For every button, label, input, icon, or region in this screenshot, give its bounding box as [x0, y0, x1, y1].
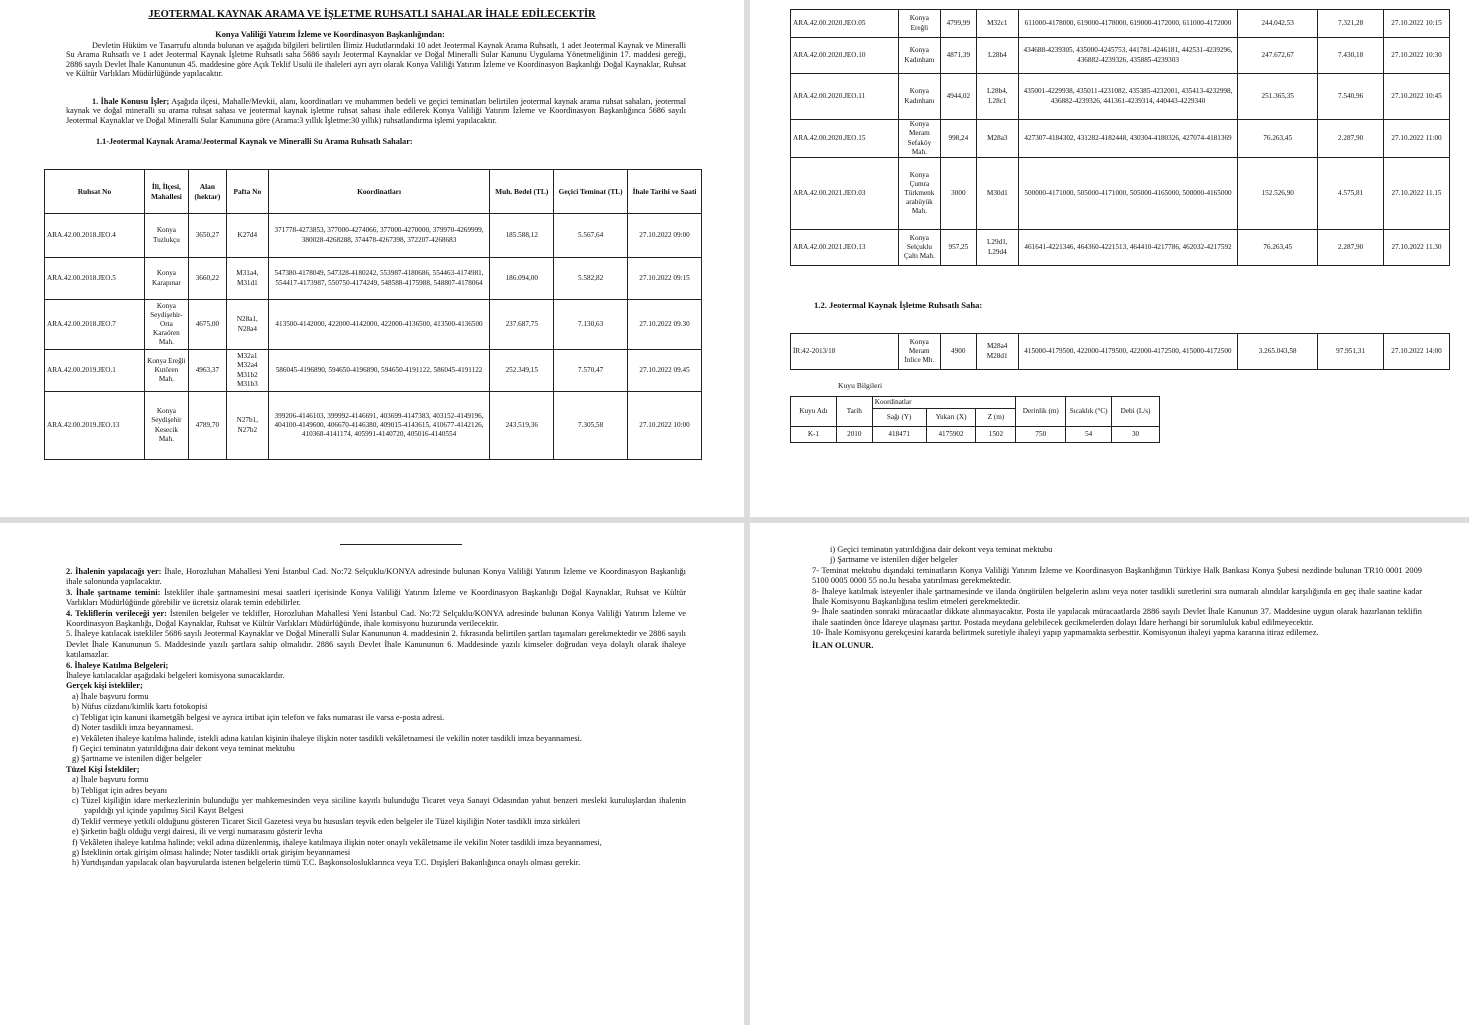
list-item: e) Vekâleten ihaleye katılma halinde, istekli adına katılan kişinin ihaleye ilişkin noter tasdikli vekâletnamesi ile vekilin noter tasdikli imza beyannamesi.	[72, 733, 582, 743]
list-item: e) Şirketin bağlı olduğu vergi dairesi, ili ve vergi numarasını gösterir levha	[72, 827, 323, 837]
clause-3	[66, 588, 686, 609]
cell-estimated-price: 76.263,45	[1238, 120, 1318, 158]
clause-9: 9- İhale saatinden sonraki müracaatlar dikkate alınmayacaktır. Posta ile yapılacak müracaatlarda 2886 sayılı Devlet İhale Kanunun 37. Maddesine uygun olarak hazırlanan teklifin ihale saatinden önce İdareye ulaşması şarttır. Postada meydana gelebilecek gecikmelerden dolayı İdare herhangi bir sorumluluk kabul edilmeyecektir.	[812, 607, 1422, 627]
page-3	[0, 523, 744, 1025]
cell-coordinates: 586045-4196890, 594650-4196890, 594650-4191122, 586045-4191122	[268, 350, 489, 392]
clause-3-text: İstekliler ihale şartnamesini mesai saatleri içerisinde Konya Valiliği Yatırım İzleme ve Koordinasyon Başkanlığı Doğal Kaynaklar, Ruhsat ve Kültür Varlıkları Müdürlüğünde görebilir ve ücretsiz olarak temin edebilirler.	[66, 587, 686, 608]
col-header-area: Alan (hektar)	[188, 170, 226, 214]
well-info-title: Kuyu Bilgileri	[838, 381, 883, 390]
cell-estimated-price: 251.365,35	[1238, 74, 1318, 120]
well-info-table	[790, 396, 1160, 443]
cell-coordinates: 434688-4239305, 435000-4245753, 441781-4246181, 442531-4239296, 436882-4239326, 435885-4239303	[1018, 38, 1237, 74]
cell-guarantee: 7.305,58	[554, 392, 628, 460]
operation-license-table	[790, 333, 1450, 370]
table-row	[791, 120, 1450, 158]
cell-tender-date: 27.10.2022 14:00	[1384, 334, 1450, 370]
list-item: a) İhale başvuru formu	[72, 691, 149, 701]
page-1	[0, 0, 744, 517]
table-row	[791, 158, 1450, 230]
well-header-depth: Derinlik (m)	[1016, 397, 1066, 427]
item1-paragraph	[66, 97, 686, 125]
cell-sheet: M30d1	[976, 158, 1018, 230]
cell-sheet: N27b1, N27b2	[226, 392, 268, 460]
cell-location: Konya Meram Sefaköy Mah.	[898, 120, 940, 158]
cell-tender-date: 27.10.2022 11.30	[1384, 230, 1450, 266]
cell-tender-date: 27.10.2022 09.45	[628, 350, 702, 392]
cell-guarantee: 7.540,96	[1318, 74, 1384, 120]
page-2	[750, 0, 1469, 517]
intro-paragraph: Devletin Hüküm ve Tasarrufu altında bulunan ve aşağıda bilgileri belirtilen İlimiz Hudutlarındaki 10 adet Jeotermal Kaynak Arama Ruhsatlı, 1 adet Jeotermal Kaynak ve Mineralli Su Arama Ruhsatlı ve 1 adet Jeotermal Kaynak İşletme Ruhsatlı saha 5686 sayılı Jeotermal Kaynaklar ve Doğal Mineralli Sular Kanunu Uygulama Yönetmeliğinin 17. maddesi gereği, 2886 sayılı Devlet İhale Kanununun 45. maddesine göre Açık Teklif Usulü ile ihaleleri ayrı ayrı olarak Konya Valiliği Yatırım İzleme ve Koordinasyon Başkanlığı Doğal Kaynaklar, Ruhsat ve Kültür Varlıkları Müdürlüğünde yapılacaktır.	[66, 41, 686, 79]
list-item: i) Geçici teminatın yatırıldığına dair dekont veya teminat mektubu	[830, 545, 1053, 554]
cell-area: 4963,37	[188, 350, 226, 392]
cell-coordinates: 461641-4221346, 464360-4221513, 464410-4217786, 462032-4217592	[1018, 230, 1237, 266]
well-elevation: 1502	[976, 427, 1016, 443]
list-item: g) İsteklinin ortak girişim olması halinde; Noter tasdikli ortak girişim beyannamesi	[72, 847, 351, 857]
clause-4-label: 4. Tekliflerin verileceği yer:	[66, 608, 167, 618]
clause-2-text: İhale, Horozluhan Mahallesi Yeni İstanbul Cad. No:72 Selçuklu/KONYA adresinde bulunan Konya Valiliği Yatırım İzleme ve Koordinasyon Başkanlığı ihale salonunda yapılacaktır.	[66, 567, 686, 587]
col-header-location: İli, İlçesi, Mahallesi	[144, 170, 188, 214]
cell-location: Konya Seydişehir Kesecik Mah.	[144, 392, 188, 460]
cell-tender-date: 27.10.2022 09:15	[628, 258, 702, 300]
cell-area: 4799,99	[940, 10, 976, 38]
well-header-date: Tarih	[836, 397, 872, 427]
cell-guarantee: 7.570,47	[554, 350, 628, 392]
cell-license-no: ARA.42.00.2018.JEO.5	[45, 258, 145, 300]
cell-area: 4789,70	[188, 392, 226, 460]
cell-estimated-price: 186.094,00	[490, 258, 554, 300]
cell-tender-date: 27.10.2022 10:30	[1384, 38, 1450, 74]
cell-area: 4675,00	[188, 300, 226, 350]
table-row	[45, 392, 702, 460]
cell-estimated-price: 185.588,12	[490, 214, 554, 258]
cell-guarantee: 2.287,90	[1318, 230, 1384, 266]
legal-entity-heading: Tüzel Kişi İstekliler;	[66, 764, 140, 774]
cell-license-no: ARA.42.00.2018.JEO.7	[45, 300, 145, 350]
cell-area: 3660,22	[188, 258, 226, 300]
cell-tender-date: 27.10.2022 09:00	[628, 214, 702, 258]
table-row	[791, 230, 1450, 266]
cell-license-no: İR:42-2013/18	[791, 334, 899, 370]
list-item: h) Yurtdışından yapılacak olan başvurularda istenen belgelerin tümü T.C. Başkonsolosluklarınca veya T.C. Dışişleri Bakanlığınca onaylı olması gerekir.	[72, 858, 581, 868]
cell-sheet: N28a1, N28a4	[226, 300, 268, 350]
col-header-guarantee: Geçici Teminat (TL)	[554, 170, 628, 214]
cell-estimated-price: 252.349,15	[490, 350, 554, 392]
well-header-northing: Yukarı (X)	[926, 409, 976, 427]
cell-location: Konya Kadınhanı	[898, 74, 940, 120]
cell-area: 4900	[940, 334, 976, 370]
cell-license-no: ARA.42.00.2018.JEO.4	[45, 214, 145, 258]
cell-location: Konya Çumra Türkmenk arahüyük Mah.	[898, 158, 940, 230]
cell-estimated-price: 243.519,36	[490, 392, 554, 460]
item1-label: 1. İhale Konusu İşler;	[92, 97, 170, 106]
cell-license-no: ARA.42.00.2019.JEO.1	[45, 350, 145, 392]
cell-estimated-price: 244.042,53	[1238, 10, 1318, 38]
cell-sheet: M28a3	[976, 120, 1018, 158]
list-item: b) Nüfus cüzdanı/kimlik kartı fotokopisi	[72, 702, 208, 712]
well-header-name: Kuyu Adı	[791, 397, 837, 427]
well-header-flow: Debi (L/s)	[1112, 397, 1160, 427]
cell-location: Konya Seydişehir-Orta Karaören Mah.	[144, 300, 188, 350]
cell-coordinates: 371778-4273853, 377000-4274066, 377000-4270000, 379970-4269999, 380028-4268288, 374478-4267398, 372207-4268683	[268, 214, 489, 258]
issuer-heading: Konya Valiliği Yatırım İzleme ve Koordinasyon Başkanlığından:	[215, 30, 445, 39]
clause-2-label: 2. İhalenin yapılacağı yer:	[66, 567, 162, 576]
cell-location: Konya Karapınar	[144, 258, 188, 300]
table-row	[45, 258, 702, 300]
cell-tender-date: 27.10.2022 10:00	[628, 392, 702, 460]
terms-text-block-continued	[812, 545, 1422, 651]
page-4	[750, 523, 1469, 1025]
cell-area: 3650,27	[188, 214, 226, 258]
well-name: K-1	[791, 427, 837, 443]
col-header-sheet: Pafta No	[226, 170, 268, 214]
exploration-table-1	[44, 169, 702, 460]
cell-estimated-price: 3.265.043,58	[1238, 334, 1318, 370]
cell-coordinates: 399206-4146103, 399992-4146691, 403699-4147383, 403152-4149196, 404100-4149600, 406670-4146380, 409015-4143615, 410677-4142126, 410368-4141174, 405991-4140720, 405016-4140554	[268, 392, 489, 460]
table-row	[45, 214, 702, 258]
cell-guarantee: 7.321,28	[1318, 10, 1384, 38]
col-header-tender-date: İhale Tarihi ve Saati	[628, 170, 702, 214]
cell-location: Konya Tuzlukçu	[144, 214, 188, 258]
divider	[340, 544, 462, 545]
list-item: a) İhale başvuru formu	[72, 775, 149, 785]
cell-estimated-price: 76.263,45	[1238, 230, 1318, 266]
cell-tender-date: 27.10.2022 10:45	[1384, 74, 1450, 120]
cell-location: Konya Meram İnlice Mh.	[898, 334, 940, 370]
cell-guarantee: 7.130,63	[554, 300, 628, 350]
cell-area: 4944,02	[940, 74, 976, 120]
item1-text: Aşağıda ilçesi, Mahalle/Mevkii, alanı, koordinatları ve muhammen bedeli ve geçici teminatları belirtilen jeotermal kaynak arama ruhsat sahaları, jeotermal kaynak ve doğal mineralli su arama ruhsat sahası ve jeotermal kaynak işletme ruhsat sahası ihale edilerek Konya Valiliği Yatırım İzleme ve Koordinasyon Başkanlığınca 5686 sayılı Jeotermal Kaynaklar ve Doğal Mineralli Sular Kanununa göre (Arama:3 yıllık İşletme:30 yıllık) ruhsatlandırma işlemi yapılacaktır.	[66, 97, 686, 125]
col-header-coordinates: Koordinatları	[268, 170, 489, 214]
cell-coordinates: 500000-4171000, 505000-4171000, 505000-4165000, 500000-4165000	[1018, 158, 1237, 230]
real-person-heading: Gerçek kişi istekliler;	[66, 681, 143, 691]
legal-entity-list	[66, 775, 686, 869]
cell-location: Konya Ereğli	[898, 10, 940, 38]
exploration-table-2	[790, 9, 1450, 266]
list-item: c) Tebligat için kanuni ikametgâh belgesi ve ayrıca irtibat için telefon ve faks numarası ile varsa e-posta adresi.	[72, 712, 445, 722]
clause-7: 7- Teminat mektubu dışındaki teminatların Konya Valiliği Yatırım İzleme ve Koordinasyon Başkanlığının Türkiye Halk Bankası Konya Şubesi nezdinde bulunan TR10 0001 2009 5100 0005 0000 55 no.lu hesaba yatırılması gerekmektedir.	[812, 565, 1422, 586]
cell-coordinates: 435001-4229938, 435011-4231082, 435385-4232001, 435413-4232998, 436882-4239326, 441361-4239314, 440443-4229340	[1018, 74, 1237, 120]
cell-location: Konya Ereğli Kutören Mah.	[144, 350, 188, 392]
cell-sheet: M32a1 M32a4 M31b2 M31b3	[226, 350, 268, 392]
cell-guarantee: 97.951,31	[1318, 334, 1384, 370]
table-row	[45, 300, 702, 350]
cell-license-no: ARA.42.00.2020.JEO.11	[791, 74, 899, 120]
list-item: c) Tüzel kişiliğin idare merkezlerinin bulunduğu yer mahkemesinden veya siciline kayıtlı bulunduğu Ticaret veya Sanayi Odasından yahut benzeri mesleki kuruluşlardan ihalenin yapıldığı yıl içinde yapılmış Sicil Kayıt Belgesi	[72, 795, 686, 816]
cell-guarantee: 2.287,90	[1318, 120, 1384, 158]
list-item: f) Geçici teminatın yatırıldığına dair dekont veya teminat mektubu	[72, 743, 295, 753]
well-header-coordinates: Koordinatlar	[872, 397, 1016, 409]
cell-area: 4871,39	[940, 38, 976, 74]
list-item: g) Şartname ve istenilen diğer belgeler	[72, 754, 202, 764]
cell-location: Konya Kadınhanı	[898, 38, 940, 74]
cell-coordinates: 413500-4142000, 422000-4142000, 422000-4136500, 413500-4136500	[268, 300, 489, 350]
cell-coordinates: 427307-4184302, 431282-4182448, 430304-4180326, 427074-4181369	[1018, 120, 1237, 158]
cell-coordinates: 547380-4178049, 547328-4180242, 553987-4180686, 554463-4174981, 554417-4173987, 550750-4174249, 548588-4175988, 548807-4178064	[268, 258, 489, 300]
cell-estimated-price: 247.672,67	[1238, 38, 1318, 74]
well-header-easting: Sağı (Y)	[872, 409, 926, 427]
cell-tender-date: 27.10.2022 09.30	[628, 300, 702, 350]
table-row	[45, 350, 702, 392]
well-easting: 418471	[872, 427, 926, 443]
cell-sheet: M31a4, M31d1	[226, 258, 268, 300]
cell-coordinates: 415000-4179500, 422000-4179500, 422000-4172500, 415000-4172500	[1018, 334, 1238, 370]
cell-guarantee: 5.567,64	[554, 214, 628, 258]
cell-sheet: L28b4	[976, 38, 1018, 74]
cell-coordinates: 611000-4178000, 619000-4178000, 619000-4172000, 611000-4172000	[1018, 10, 1237, 38]
cell-license-no: ARA.42.00.2019.JEO.13	[45, 392, 145, 460]
well-northing: 4175902	[926, 427, 976, 443]
table-row	[791, 38, 1450, 74]
document-list-continued	[812, 545, 1422, 566]
cell-license-no: ARA.42.00.2021.JEO.03	[791, 158, 899, 230]
well-date: 2010	[836, 427, 872, 443]
cell-tender-date: 27.10.2022 10:15	[1384, 10, 1450, 38]
cell-tender-date: 27.10.2022 11:00	[1384, 120, 1450, 158]
cell-license-no: ARA.42.00.2020.JEO.05	[791, 10, 899, 38]
cell-tender-date: 27.10.2022 11.15	[1384, 158, 1450, 230]
real-person-list	[66, 692, 686, 765]
cell-guarantee: 4.575,81	[1318, 158, 1384, 230]
list-item: d) Teklif vermeye yetkili olduğunu gösteren Ticaret Sicil Gazetesi veya bu hususları teşvik eden belgeler ile Tüzel kişiliğin Noter tasdikli imza sirküleri	[72, 816, 581, 826]
cell-estimated-price: 237.687,75	[490, 300, 554, 350]
well-header-temperature: Sıcaklık (°C)	[1066, 397, 1112, 427]
cell-license-no: ARA.42.00.2020.JEO.15	[791, 120, 899, 158]
list-item: d) Noter tasdikli imza beyannamesi.	[72, 723, 194, 733]
terms-text-block	[66, 567, 686, 869]
table-row	[791, 427, 1160, 443]
well-temperature: 54	[1066, 427, 1112, 443]
section-1-2-heading: 1.2. Jeotermal Kaynak İşletme Ruhsatlı Saha:	[814, 300, 983, 310]
clause-6-label: 6. İhaleye Katılma Belgeleri;	[66, 660, 169, 670]
list-item: j) Şartname ve istenilen diğer belgeler	[830, 555, 958, 565]
cell-area: 998,24	[940, 120, 976, 158]
clause-4	[66, 609, 686, 630]
clause-10: 10- İhale Komisyonu gerekçesini kararda belirtmek suretiyle ihaleyi yapıp yapmamakta serbesttir. Komisyonun ihaleyi yapma kararına itiraz edilemez.	[812, 628, 1319, 638]
well-header-elevation: Z (m)	[976, 409, 1016, 427]
cell-estimated-price: 152.526,90	[1238, 158, 1318, 230]
cell-area: 3000	[940, 158, 976, 230]
table-row	[791, 334, 1450, 370]
cell-guarantee: 5.582,82	[554, 258, 628, 300]
col-header-license-no: Ruhsat No	[45, 170, 145, 214]
table-row	[791, 74, 1450, 120]
cell-area: 957,25	[940, 230, 976, 266]
table-row	[791, 10, 1450, 38]
well-flow: 30	[1112, 427, 1160, 443]
cell-guarantee: 7.430,18	[1318, 38, 1384, 74]
page-title: JEOTERMAL KAYNAK ARAMA VE İŞLETME RUHSATLI SAHALAR İHALE EDİLECEKTİR	[148, 9, 596, 20]
clause-8: 8- İhaleye katılmak isteyenler ihale şartnamesinde ve ilanda öngörülen belgelerin aslını veya noter tasdikli suretlerini sıra numaralı alındılar karşılığında en geç ihale saatine kadar İhale Komisyonu Başkanlığına teslim etmeleri gerekmektedir.	[812, 586, 1422, 607]
clause-3-label: 3. İhale şartname temini:	[66, 587, 161, 597]
clause-2	[66, 567, 686, 588]
col-header-estimated-price: Muh. Bedel (TL)	[490, 170, 554, 214]
cell-sheet: K27d4	[226, 214, 268, 258]
clause-5: 5. İhaleye katılacak istekliler 5686 sayılı Jeotermal Kaynaklar ve Doğal Mineralli Sular Kanununun 4. maddesinin 2. fıkrasında belirtilen şartları taşımaları gerekmektedir ve 2886 sayılı Devlet İhale Kanununun 5. Maddesinde yazılı şartlara sahip olmalıdır. 2886 sayılı Devlet İhale Kanununun 6. Maddesinde yazılı kimseler doğrudan veya dolaylı olarak ihaleye katılamazlar.	[66, 629, 686, 660]
list-item: f) Vekâleten ihaleye katılma halinde; vekil adına düzenlenmiş, ihaleye katılmaya ilişkin noter onaylı vekâletname ile vekilin Noter tasdikli imza beyannamesi,	[72, 837, 602, 847]
closing-statement: İLAN OLUNUR.	[812, 640, 874, 650]
clause-6-text: İhaleye katılacaklar aşağıdaki belgeleri komisyona sunacaklardır.	[66, 671, 285, 681]
cell-license-no: ARA.42.00.2020.JEO.10	[791, 38, 899, 74]
cell-sheet: L28b4, L28c1	[976, 74, 1018, 120]
cell-location: Konya Selçuklu Çaltı Mah.	[898, 230, 940, 266]
section-1-1-heading: 1.1-Jeotermal Kaynak Arama/Jeotermal Kaynak ve Mineralli Su Arama Ruhsatlı Sahalar:	[96, 137, 413, 146]
list-item: b) Tebligat için adres beyanı	[72, 785, 168, 795]
clause-4-text: İstenilen belgeler ve teklifler, Horozluhan Mahallesi Yeni İstanbul Cad. No:72 Selçuklu/KONYA adresinde bulunan Konya Valiliği Yatırım İzleme ve Koordinasyon Başkanlığı, Doğal Kaynaklar, Ruhsat ve Kültür Varlıkları Müdürlüğünde, ihale komisyonu huzurunda verilecektir.	[66, 608, 686, 629]
cell-sheet: M28a4 M28d1	[976, 334, 1018, 370]
cell-sheet: M32c1	[976, 10, 1018, 38]
cell-license-no: ARA.42.00.2021.JEO.13	[791, 230, 899, 266]
well-depth: 750	[1016, 427, 1066, 443]
cell-sheet: L29d1, L29d4	[976, 230, 1018, 266]
